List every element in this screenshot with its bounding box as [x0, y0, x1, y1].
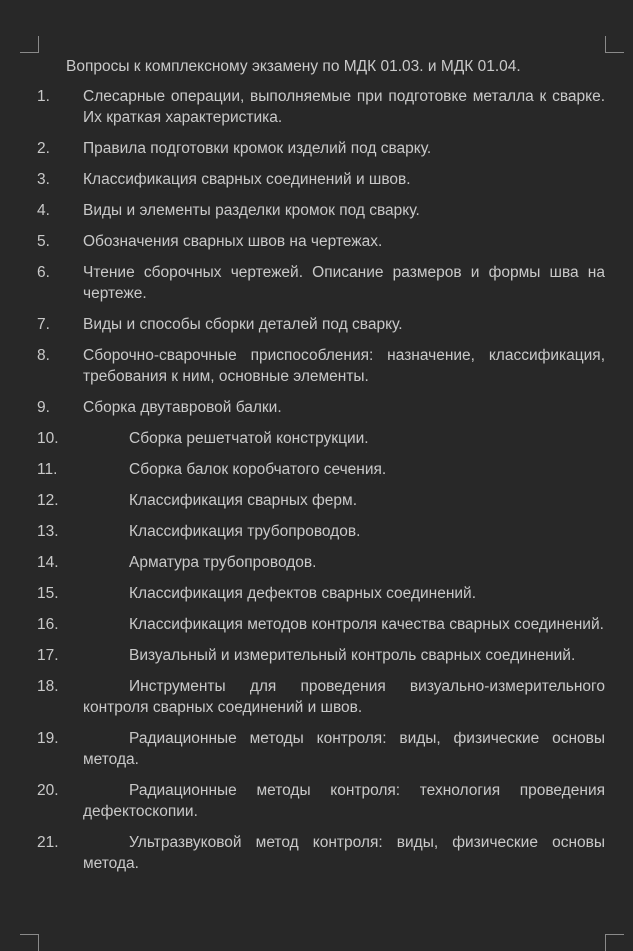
list-item: [37, 490, 605, 511]
list-item-text: Виды и элементы разделки кромок под сварку.: [83, 202, 420, 219]
list-item-text: Обозначения сварных швов на чертежах.: [83, 233, 383, 250]
list-item: [37, 645, 605, 666]
list-item-number: 10.: [37, 430, 59, 447]
crop-mark-top-left: [20, 36, 39, 53]
list-item-text: Сборка двутавровой балки.: [83, 399, 282, 416]
list-item-number: 19.: [37, 730, 59, 747]
list-item-text: Визуальный и измерительный контроль сварных соединений.: [129, 647, 576, 664]
list-item-number: 3.: [37, 171, 50, 188]
list-item: [37, 345, 605, 387]
list-item: [37, 428, 605, 449]
list-item: [37, 169, 605, 190]
list-item-text: Арматура трубопроводов.: [129, 554, 317, 571]
list-item-text: Классификация методов контроля качества сварных соединений.: [129, 616, 604, 633]
list-item-number: 17.: [37, 647, 59, 664]
list-item-number: 9.: [37, 399, 50, 416]
list-item-number: 4.: [37, 202, 50, 219]
list-item-number: 7.: [37, 316, 50, 333]
list-item: [37, 676, 605, 718]
list-item: [37, 459, 605, 480]
list-item: [37, 583, 605, 604]
question-list: [37, 86, 605, 884]
list-item-text: Слесарные операции, выполняемые при подготовке металла к сварке. Их краткая характеристика.: [83, 88, 605, 126]
list-item-number: 6.: [37, 264, 50, 281]
list-item-number: 15.: [37, 585, 59, 602]
list-item: [37, 614, 605, 635]
crop-mark-bottom-left: [20, 934, 39, 951]
list-item: [37, 314, 605, 335]
list-item-text: Правила подготовки кромок изделий под сварку.: [83, 140, 432, 157]
list-item: [37, 397, 605, 418]
list-item-number: 21.: [37, 834, 59, 851]
list-item-number: 12.: [37, 492, 59, 509]
list-item-text: Виды и способы сборки деталей под сварку.: [83, 316, 403, 333]
crop-mark-bottom-right: [605, 934, 624, 951]
list-item: [37, 138, 605, 159]
list-item-text: Ультразвуковой метод контроля: виды, физические основы метода.: [83, 834, 605, 872]
list-item: [37, 262, 605, 304]
document-title: Вопросы к комплексному экзамену по МДК 01.03. и МДК 01.04.: [66, 58, 521, 75]
list-item: [37, 728, 605, 770]
crop-mark-top-right: [605, 36, 624, 53]
list-item-text: Сборка балок коробчатого сечения.: [129, 461, 387, 478]
list-item-number: 5.: [37, 233, 50, 250]
list-item: [37, 780, 605, 822]
list-item-text: Сборочно-сварочные приспособления: назначение, классификация, требования к ним, основные элементы.: [83, 347, 605, 385]
list-item: [37, 86, 605, 128]
list-item: [37, 832, 605, 874]
list-item-number: 13.: [37, 523, 59, 540]
list-item: [37, 200, 605, 221]
list-item-number: 18.: [37, 678, 59, 695]
list-item-text: Инструменты для проведения визуально-измерительного контроля сварных соединений и швов.: [83, 678, 605, 716]
list-item: [37, 552, 605, 573]
list-item-number: 1.: [37, 88, 50, 105]
list-item-number: 8.: [37, 347, 50, 364]
list-item-text: Классификация дефектов сварных соединений.: [129, 585, 477, 602]
list-item-number: 20.: [37, 782, 59, 799]
list-item: [37, 521, 605, 542]
list-item-text: Радиационные методы контроля: виды, физические основы метода.: [83, 730, 605, 768]
list-item: [37, 231, 605, 252]
list-item-text: Радиационные методы контроля: технология проведения дефектоскопии.: [83, 782, 605, 820]
list-item-number: 14.: [37, 554, 59, 571]
list-item-number: 16.: [37, 616, 59, 633]
list-item-text: Классификация сварных соединений и швов.: [83, 171, 411, 188]
list-item-text: Классификация трубопроводов.: [129, 523, 361, 540]
list-item-text: Чтение сборочных чертежей. Описание размеров и формы шва на чертеже.: [83, 264, 605, 302]
list-item-text: Классификация сварных ферм.: [129, 492, 358, 509]
list-item-number: 11.: [37, 461, 58, 478]
list-item-text: Сборка решетчатой конструкции.: [129, 430, 369, 447]
list-item-number: 2.: [37, 140, 50, 157]
